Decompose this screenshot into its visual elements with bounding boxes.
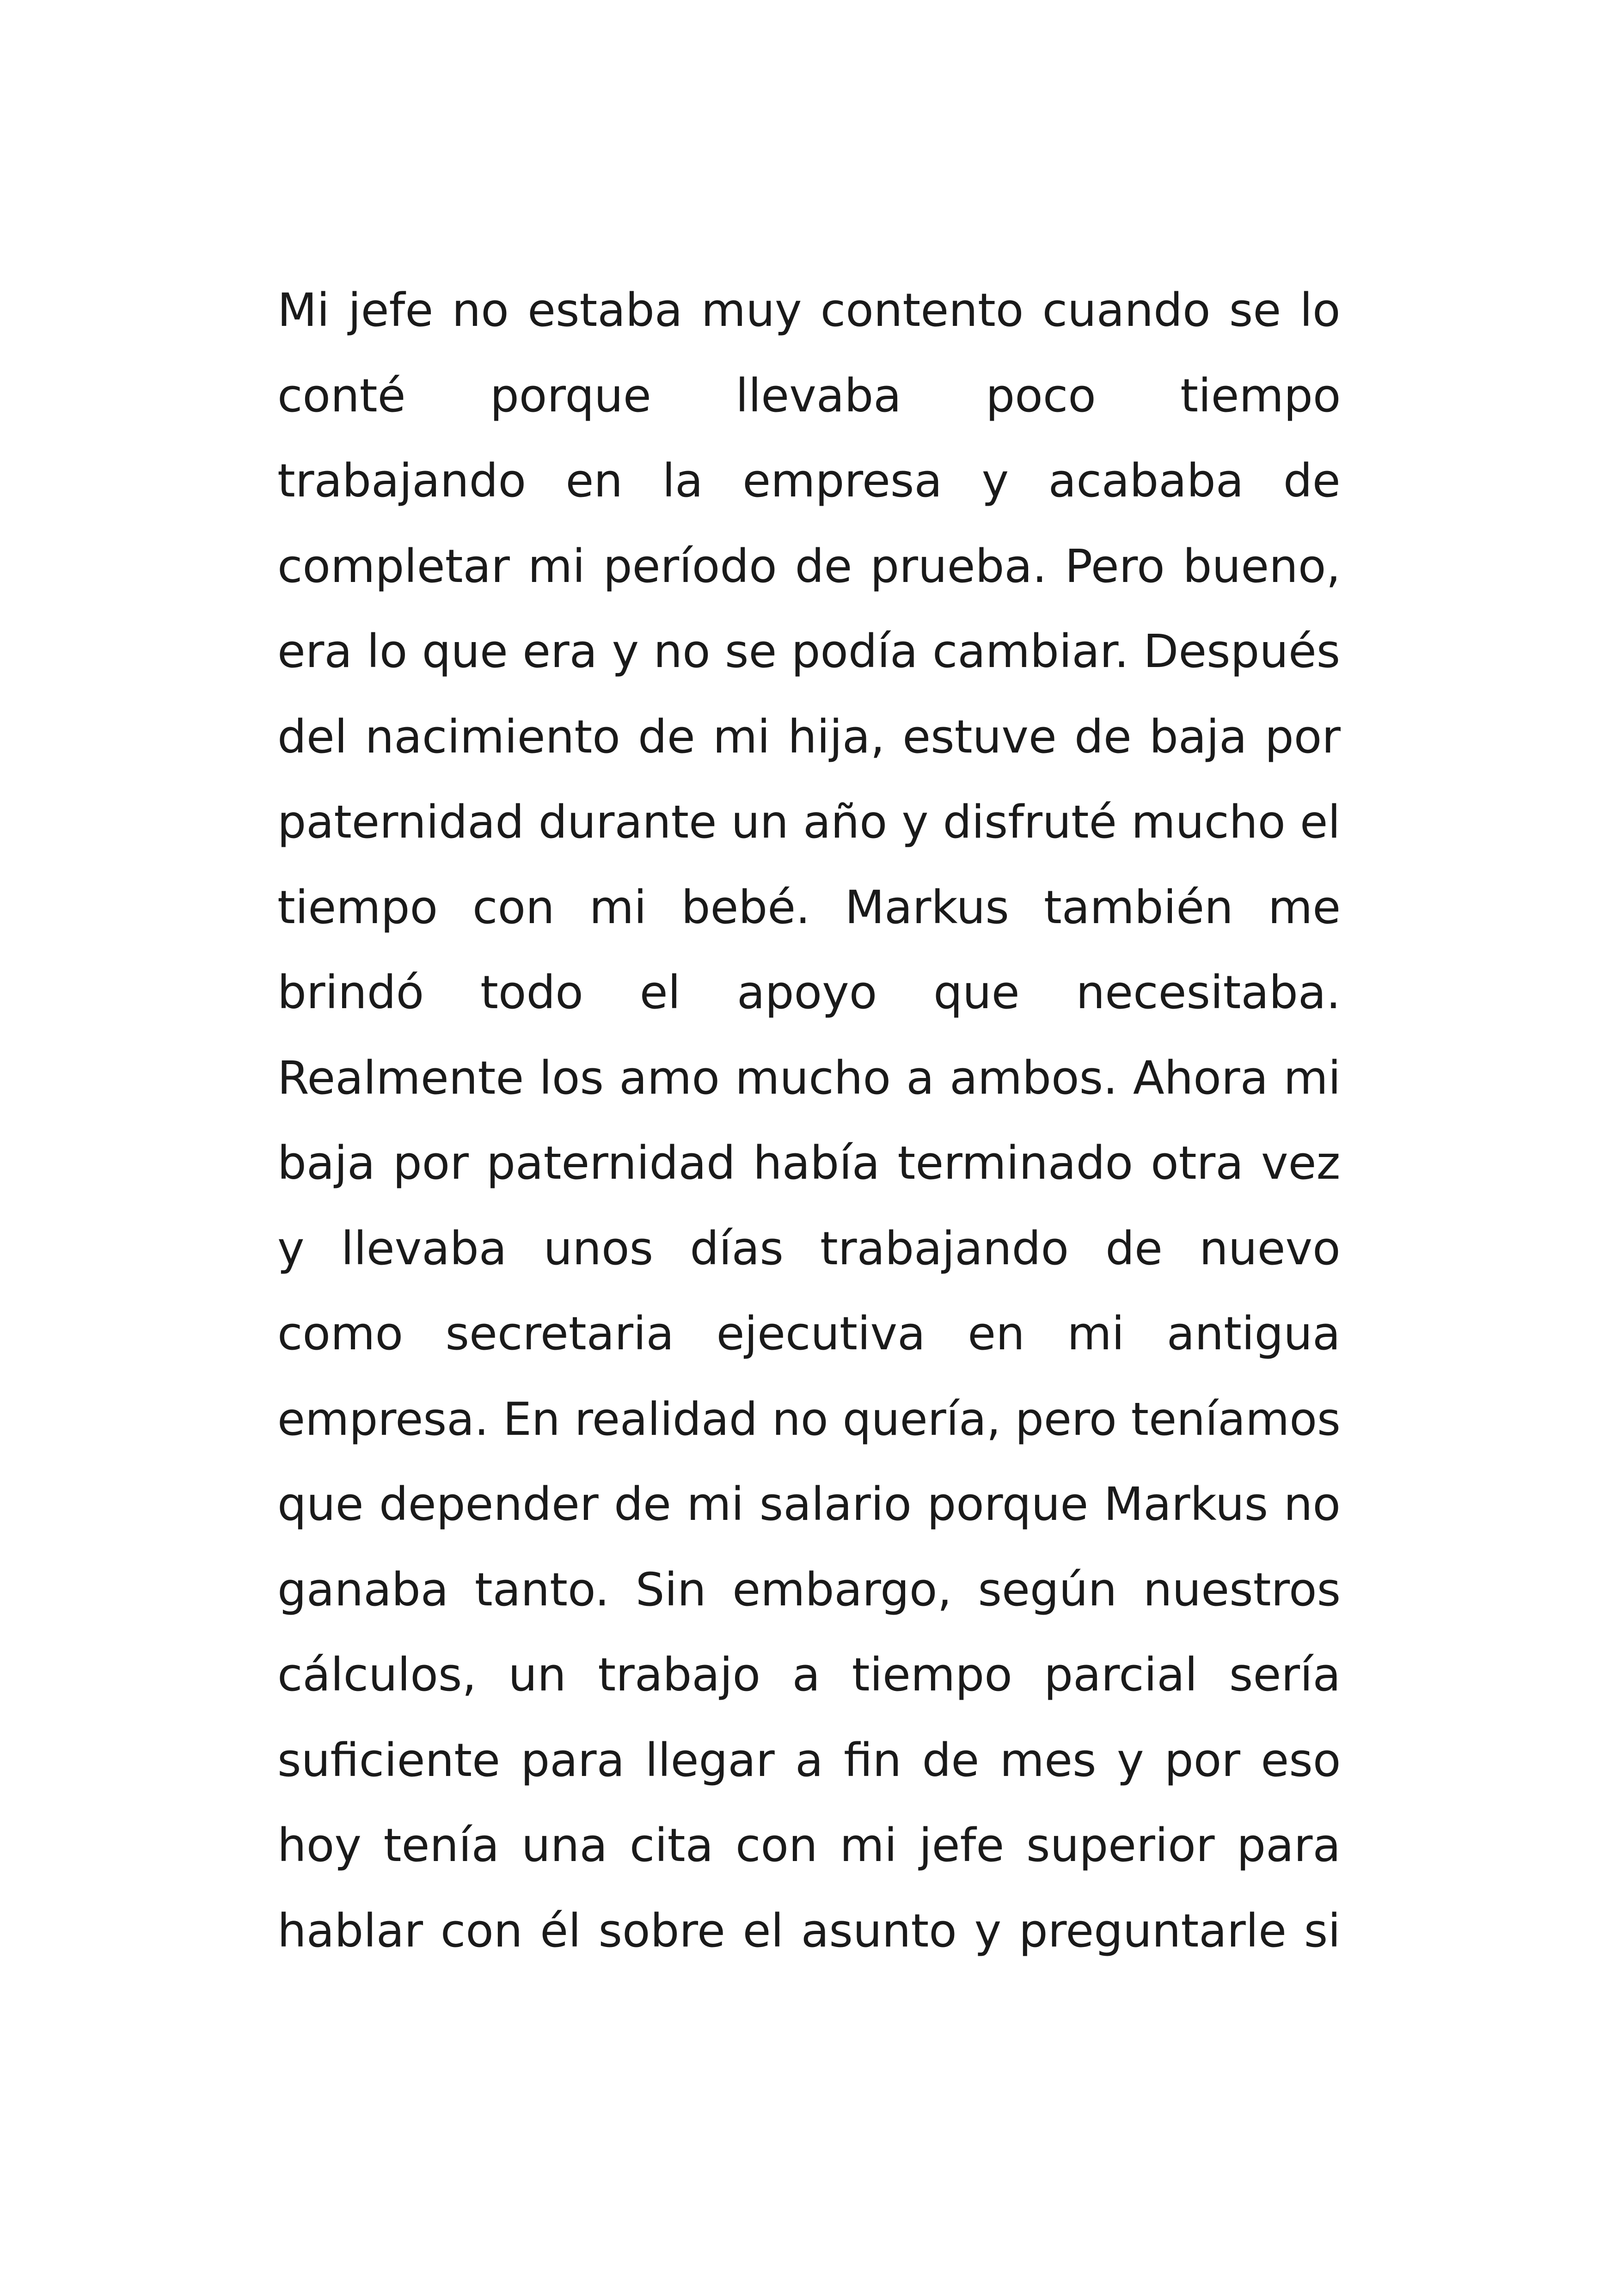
text-line: que depender de mi salario porque Markus no bbox=[277, 1478, 1341, 1531]
text-line: paternidad durante un año y disfruté mucho el bbox=[277, 796, 1341, 849]
text-line: brindó todo el apoyo que necesitaba. bbox=[277, 966, 1341, 1019]
text-line: suficiente para llegar a fin de mes y por eso bbox=[277, 1733, 1341, 1787]
text-line: tiempo con mi bebé. Markus también me bbox=[277, 881, 1341, 934]
text-line: empresa. En realidad no quería, pero teníamos bbox=[277, 1393, 1341, 1446]
text-line: cálculos, un trabajo a tiempo parcial sería bbox=[277, 1648, 1341, 1702]
text-line: como secretaria ejecutiva en mi antigua bbox=[277, 1307, 1341, 1360]
text-line: hoy tenía una cita con mi jefe superior para bbox=[277, 1819, 1341, 1872]
text-line: baja por paternidad había terminado otra vez bbox=[277, 1137, 1341, 1190]
text-line: y llevaba unos días trabajando de nuevo bbox=[277, 1222, 1341, 1275]
text-line: completar mi período de prueba. Pero bueno, bbox=[277, 539, 1341, 593]
text-line: ganaba tanto. Sin embargo, según nuestros bbox=[277, 1563, 1341, 1616]
text-line: del nacimiento de mi hija, estuve de baja por bbox=[277, 710, 1341, 764]
body-paragraph bbox=[277, 268, 1341, 1974]
text-line: conté porque llevaba poco tiempo bbox=[277, 369, 1341, 422]
text-line: hablar con él sobre el asunto y preguntarle si bbox=[277, 1904, 1341, 1958]
text-line: trabajando en la empresa y acababa de bbox=[277, 454, 1341, 508]
text-line: Realmente los amo mucho a ambos. Ahora mi bbox=[277, 1051, 1341, 1105]
text-line: era lo que era y no se podía cambiar. Después bbox=[277, 625, 1341, 678]
text-line: Mi jefe no estaba muy contento cuando se lo bbox=[277, 284, 1341, 337]
